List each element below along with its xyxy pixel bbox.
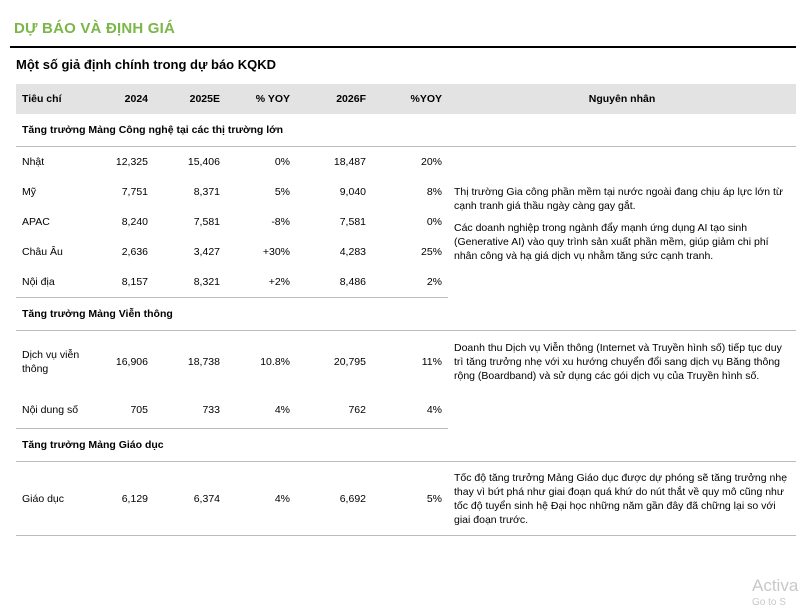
col-header-reason: Nguyên nhân: [448, 84, 796, 114]
reason-text: Thị trường Gia công phần mềm tại nước ngoài đang chịu áp lực lớn từ cạnh tranh giá thầu ngày càng gay gắt.: [454, 186, 783, 212]
cell-yoy-2026: 20%: [420, 156, 442, 168]
reason-cell: [448, 331, 796, 429]
cell-2024: 12,325: [115, 156, 148, 168]
cell-2025e: 15,406: [187, 156, 220, 168]
cell-2026f: 8,486: [296, 267, 372, 298]
cell-2026f: 762: [296, 393, 372, 429]
col-header-2026f: 2026F: [296, 84, 372, 114]
cell-yoy-2025: 10.8%: [260, 355, 290, 368]
cell-2026f: 9,040: [339, 186, 366, 198]
reason-cell: [448, 147, 796, 298]
section-title: DỰ BÁO VÀ ĐỊNH GIÁ: [14, 20, 176, 37]
table-row: [16, 462, 796, 536]
cell-2025e: 7,581: [193, 216, 220, 228]
cell-yoy-2026: 11%: [421, 355, 442, 368]
table-row: [16, 147, 796, 178]
cell-2024: 8,240: [121, 216, 148, 228]
table-header-row: [16, 84, 796, 114]
cell-2024: 7,751: [121, 186, 148, 198]
reason-text: Tốc độ tăng trưởng Mảng Giáo dục được dự phóng sẽ tăng trưởng nhẹ thay vì bứt phá như giai đoạn quá khứ do nút thắt về quy mô cũng như tốc độ tuyển sinh hệ Đại học những năm gần đây đã chững lại so với giai đoạn trước.: [454, 471, 788, 526]
group-header-technology: [16, 114, 796, 147]
row-label: Nội dung số: [16, 393, 96, 429]
cell-2024: 6,129: [96, 462, 154, 536]
activation-watermark-sub: Go to S: [752, 597, 786, 608]
cell-2026f: 20,795: [333, 355, 366, 368]
reason-text: Các doanh nghiệp trong ngành đẩy mạnh ứng dụng AI tạo sinh (Generative AI) vào quy trình sản xuất phần mềm, giúp giảm chi phí nhân công và hạ giá dịch vụ nhằm tăng sức cạnh tranh.: [454, 222, 769, 262]
assumptions-table: [16, 84, 796, 536]
col-header-yoy-2025: % YOY: [226, 84, 296, 114]
cell-yoy-2025: -8%: [271, 216, 290, 228]
col-header-criteria: Tiêu chí: [16, 84, 96, 114]
group-header-education: [16, 429, 796, 462]
col-header-2025e: 2025E: [154, 84, 226, 114]
divider: [10, 46, 796, 48]
cell-2026f: 4,283: [339, 246, 366, 258]
cell-2024: 705: [96, 393, 154, 429]
row-label: Mỹ: [22, 186, 36, 198]
cell-2025e: 733: [154, 393, 226, 429]
cell-2024: 16,906: [115, 355, 148, 368]
cell-2025e: 6,374: [154, 462, 226, 536]
row-label: Dịch vụ viễn thông: [22, 348, 80, 375]
cell-yoy-2026: 5%: [372, 462, 448, 536]
cell-2026f: 6,692: [296, 462, 372, 536]
cell-yoy-2026: 0%: [426, 216, 442, 228]
cell-yoy-2025: 5%: [274, 186, 290, 198]
cell-2025e: 3,427: [193, 246, 220, 258]
cell-yoy-2026: 2%: [372, 267, 448, 298]
cell-yoy-2025: 0%: [274, 156, 290, 168]
row-label: Giáo dục: [16, 462, 96, 536]
activation-watermark: Activa: [752, 576, 799, 595]
cell-2025e: 8,371: [193, 186, 220, 198]
cell-2024: 8,157: [96, 267, 154, 298]
row-label: Châu Âu: [22, 246, 63, 258]
cell-yoy-2026: 4%: [372, 393, 448, 429]
cell-2025e: 18,738: [187, 355, 220, 368]
cell-2026f: 18,487: [333, 156, 366, 168]
group-title: Tăng trưởng Mảng Viễn thông: [16, 298, 796, 331]
group-header-telecom: [16, 298, 796, 331]
reason-text: Doanh thu Dịch vụ Viễn thông (Internet và Truyền hình số) tiếp tục duy trì tăng trưởng nhẹ với xu hướng chuyển đổi sang dịch vụ Băng thông rộng (Boardband) và sử dụng các gói dịch vụ của Truyền hình số.: [454, 342, 782, 382]
cell-yoy-2025: +2%: [226, 267, 296, 298]
row-label: Nội địa: [16, 267, 96, 298]
row-label: Nhật: [22, 156, 45, 168]
cell-2024: 2,636: [121, 246, 148, 258]
cell-yoy-2026: 25%: [420, 246, 442, 258]
col-header-yoy-2026: %YOY: [372, 84, 448, 114]
cell-2025e: 8,321: [154, 267, 226, 298]
group-title: Tăng trưởng Mảng Giáo dục: [16, 429, 796, 462]
cell-2026f: 7,581: [339, 216, 366, 228]
col-header-2024: 2024: [96, 84, 154, 114]
cell-yoy-2025: 4%: [226, 393, 296, 429]
table-title: Một số giả định chính trong dự báo KQKD: [16, 57, 276, 72]
table-row: [16, 331, 796, 393]
row-label: APAC: [22, 216, 50, 228]
cell-yoy-2025: 4%: [226, 462, 296, 536]
reason-cell: [448, 462, 796, 536]
group-title: Tăng trưởng Mảng Công nghệ tại các thị trường lớn: [16, 114, 796, 147]
cell-yoy-2026: 8%: [426, 186, 442, 198]
cell-yoy-2025: +30%: [262, 246, 290, 258]
